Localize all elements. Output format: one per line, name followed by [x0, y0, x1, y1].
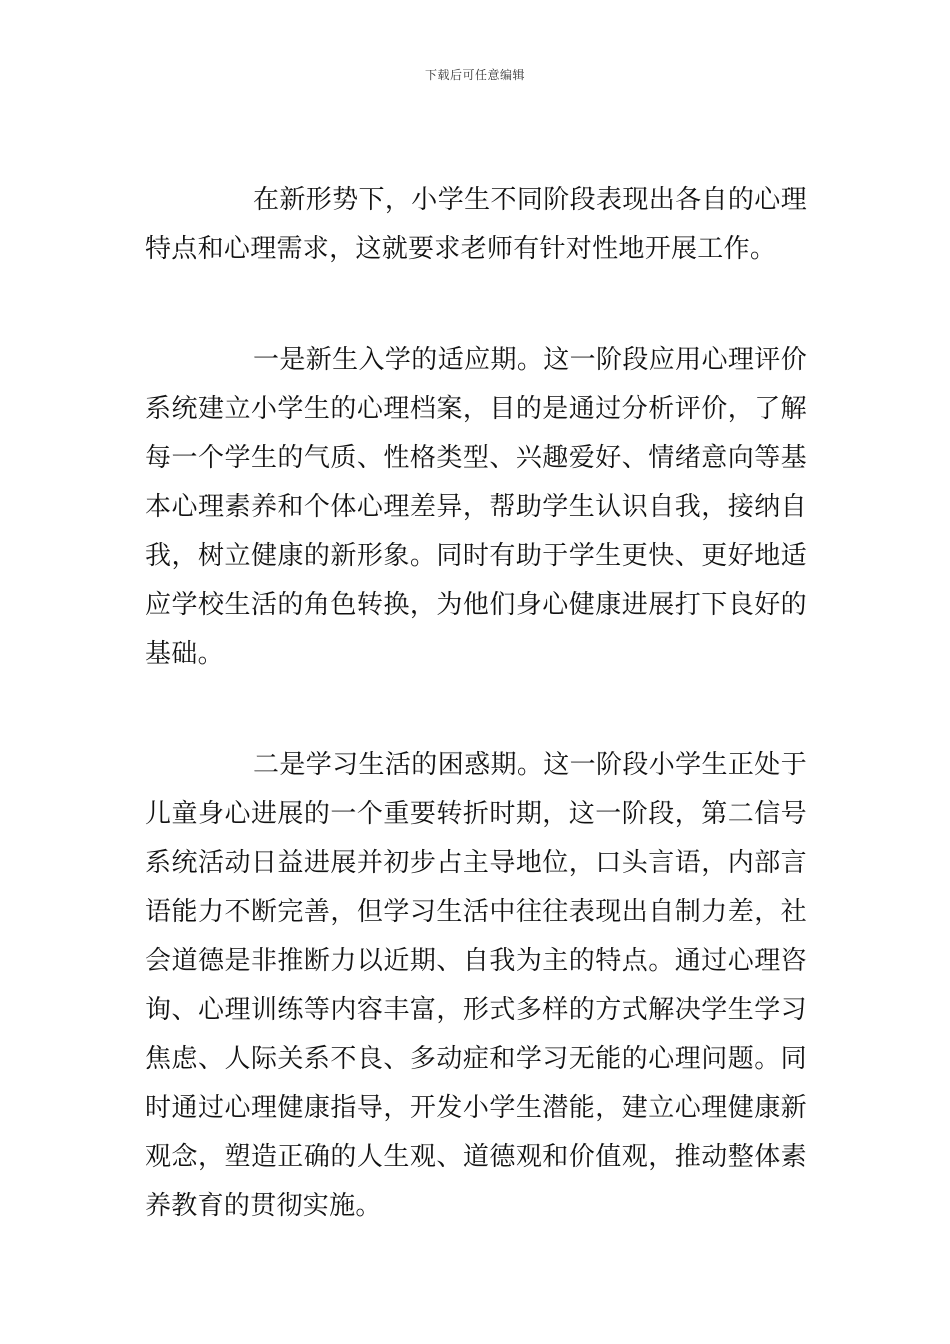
- paragraph-adaptation-period: 一是新生入学的适应期。这一阶段应用心理评价系统建立小学生的心理档案，目的是通过分析评价，了解每一个学生的气质、性格类型、兴趣爱好、情绪意向等基本心理素养和个体心理差异，帮助学生认识自我，接纳自我，树立健康的新形象。同时有助于学生更快、更好地适应学校生活的角色转换，为他们身心健康进展打下良好的基础。: [145, 345, 807, 669]
- paragraph-confusion-period: 二是学习生活的困惑期。这一阶段小学生正处于儿童身心进展的一个重要转折时期，这一阶段，第二信号系统活动日益进展并初步占主导地位，口头言语，内部言语能力不断完善，但学习生活中往往表现出自制力差，社会道德是非推断力以近期、自我为主的特点。通过心理咨询、心理训练等内容丰富，形式多样的方式解决学生学习焦虑、人际关系不良、多动症和学习无能的心理问题。同时通过心理健康指导，开发小学生潜能，建立心理健康新观念，塑造正确的人生观、道德观和价值观，推动整体素养教育的贯彻实施。: [145, 750, 807, 1221]
- paragraph-spacer: [145, 274, 807, 336]
- paragraph-intro: 在新形势下，小学生不同阶段表现出各自的心理特点和心理需求，这就要求老师有针对性地开展工作。: [145, 185, 807, 264]
- paragraph-spacer: [145, 679, 807, 741]
- page-header-note: 下载后可任意编辑: [424, 68, 525, 82]
- document-body: [145, 176, 807, 1231]
